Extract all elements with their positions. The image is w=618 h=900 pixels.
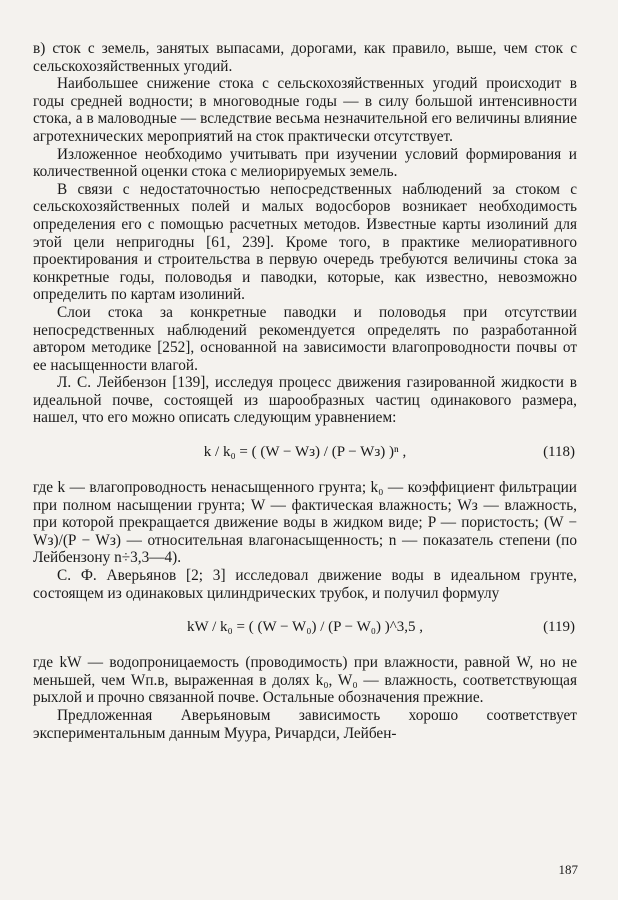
body-text bbox=[33, 40, 577, 742]
formula-118-expression: k / k₀ = ( (W − Wз) / (P − Wз) )ⁿ , bbox=[203, 444, 407, 461]
paragraph-9: где kW — водопроницаемость (проводимость) при влажности, равной W, но не меньшей, чем Wп.в, выраженная в долях k₀, W₀ — влажность, соответствующая рыхлой и прочно связанной почве. Остальные обозначения прежние. bbox=[33, 654, 577, 707]
paragraph-7: где k — влагопроводность ненасыщенного грунта; k₀ — коэффициент фильтрации при полном насыщении грунта; W — фактическая влажность; Wз — влажность, при которой прекращается движение воды в жидком виде; P — пористость; (W − Wз)/(P − Wз) — относительная влагонасыщенность; n — показатель степени (по Лейбензону n÷3,3—4). bbox=[33, 479, 577, 567]
paragraph-5: Слои стока за конкретные паводки и половодья при отсутствии непосредственных наблюдений рекомендуется определять по разработанной автором методике [252], основанной на зависимости влагопроводности почвы от ее насыщенности влагой. bbox=[33, 303, 577, 374]
paragraph-2: Наибольшее снижение стока с сельскохозяйственных угодий происходит в годы средней водности; в многоводные годы — в силу большой интенсивности стока, а в маловодные — вследствие весьма незначительной его величины влияние агротехнических мероприятий на сток практически отсутствует. bbox=[33, 75, 577, 145]
paragraph-4: В связи с недостаточностью непосредственных наблюдений за стоком с сельскохозяйственных полей и малых водосборов возникает необходимость определения его с помощью расчетных методов. Известные карты изолиний для этой цели непригодны [61, 239]. Кроме того, в практике мелиоративного проектирования и строительства в первую очередь требуются величины стока за конкретные годы, половодья и паводки, которые, как известно, невозможно определить по картам изолиний. bbox=[33, 180, 577, 304]
formula-118 bbox=[33, 429, 577, 475]
paragraph-8: С. Ф. Аверьянов [2; 3] исследовал движение воды в идеальном грунте, состоящем из одинаковых цилиндрических трубок, и получил формулу bbox=[33, 567, 577, 602]
paragraph-3: Изложенное необходимо учитывать при изучении условий формирования и количественной оценки стока с мелиорируемых земель. bbox=[33, 145, 577, 181]
paragraph-1: в) сток с земель, занятых выпасами, дорогами, как правило, выше, чем сток с сельскохозяйственных угодий. bbox=[33, 40, 577, 75]
paragraph-6: Л. С. Лейбензон [139], исследуя процесс движения газированной жидкости в идеальной почве, состоящей из шарообразных частиц одинакового размера, нашел, что его можно описать следующим уравнением: bbox=[33, 374, 577, 427]
paragraph-10: Предложенная Аверьяновым зависимость хорошо соответствует экспериментальным данным Муура, Ричардси, Лейбен- bbox=[33, 707, 577, 742]
formula-118-number: (118) bbox=[543, 444, 575, 461]
page-number: 187 bbox=[558, 862, 578, 877]
formula-119 bbox=[33, 604, 577, 650]
formula-119-number: (119) bbox=[543, 619, 575, 636]
formula-119-expression: kW / k₀ = ( (W − W₀) / (P − W₀) )^3,5 , bbox=[187, 619, 423, 636]
